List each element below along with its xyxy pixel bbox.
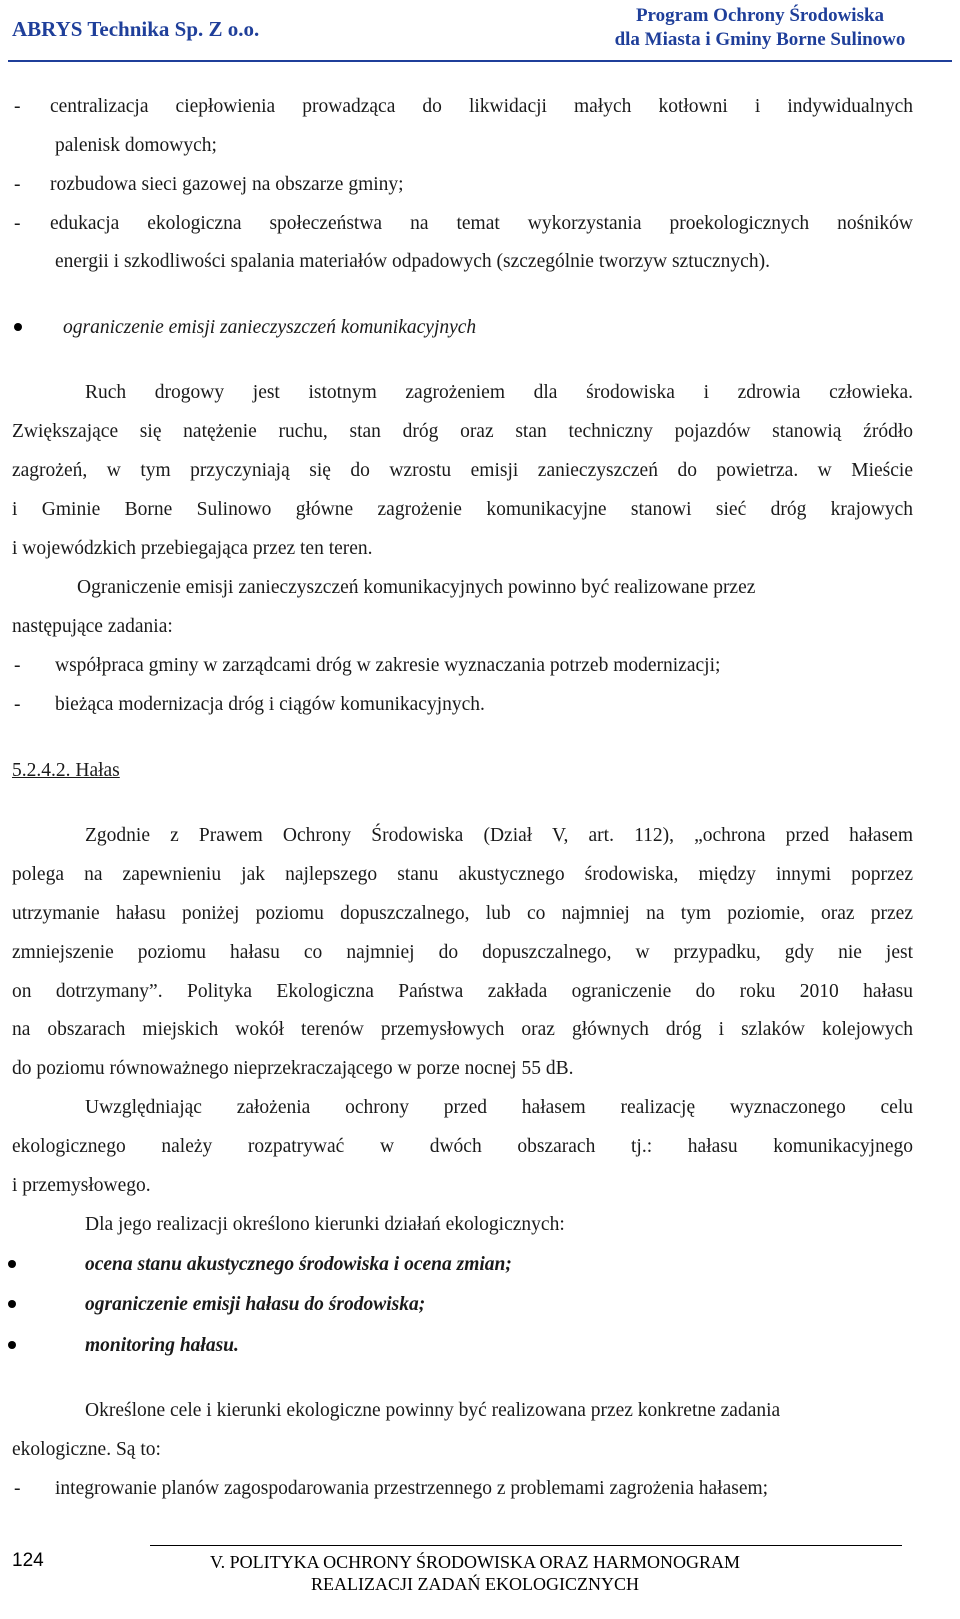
list2-item1: współpraca gminy w zarządcami dróg w zakresie wyznaczania potrzeb modernizacji; [55, 655, 721, 676]
subheading-emissions: ograniczenie emisji zanieczyszczeń komunikacyjnych [63, 317, 477, 338]
list3-item3: monitoring hałasu. [85, 1335, 239, 1356]
para1-line4: i Gminie Borne Sulinowo główne zagrożenie komunikacyjne stanowi sieć dróg krajowych [12, 499, 913, 520]
footer-rule [150, 1545, 902, 1546]
para4-line1: Uwzględniając założenia ochrony przed hałasem realizację wyznaczonego celu [85, 1097, 913, 1118]
page-number: 124 [12, 1550, 44, 1571]
dash-marker: - [14, 655, 21, 676]
dash-marker: - [14, 694, 21, 715]
footer-title-line1: V. POLITYKA OCHRONY ŚRODOWISKA ORAZ HARMONOGRAM [209, 1552, 741, 1572]
para1-line5: i wojewódzkich przebiegająca przez ten teren. [12, 538, 373, 559]
para3-line7: do poziomu równoważnego nieprzekraczającego w porze nocnej 55 dB. [12, 1058, 574, 1079]
para3-line3: utrzymanie hałasu poniżej poziomu dopuszczalnego, lub co najmniej na tym poziomie, oraz przez [12, 903, 913, 924]
para2-line2: następujące zadania: [12, 616, 173, 637]
dash-marker: - [14, 1478, 21, 1499]
para3-line2: polega na zapewnieniu jak najlepszego stanu akustycznego środowiska, między innymi poprzez [12, 864, 913, 885]
list1-item1-line1: centralizacja ciepłowienia prowadząca do likwidacji małych kotłowni i indywidualnych [50, 96, 913, 117]
list4-item1: integrowanie planów zagospodarowania przestrzennego z problemami zagrożenia hałasem; [55, 1478, 769, 1499]
para3-line5: on dotrzymany”. Polityka Ekologiczna Państwa zakłada ograniczenie do roku 2010 hałasu [12, 981, 913, 1002]
para3-line6: na obszarach miejskich wokół terenów przemysłowych oraz głównych dróg i szlaków kolejowych [12, 1019, 913, 1040]
para1-line1: Ruch drogowy jest istotnym zagrożeniem dla środowiska i zdrowia człowieka. [85, 382, 913, 403]
section-heading-noise: 5.2.4.2. Hałas [12, 760, 120, 781]
dash-marker: - [14, 174, 21, 195]
para5: Dla jego realizacji określono kierunki działań ekologicznych: [85, 1214, 565, 1235]
header-company: ABRYS Technika Sp. Z o.o. [12, 17, 260, 41]
footer-title-line2: REALIZACJI ZADAŃ EKOLOGICZNYCH [311, 1574, 639, 1594]
list1-item2: rozbudowa sieci gazowej na obszarze gminy; [50, 174, 404, 195]
header-program-line2: dla Miasta i Gminy Borne Sulinowo [614, 29, 906, 50]
bullet-dot [8, 1300, 16, 1308]
list1-item3-line2: energii i szkodliwości spalania materiałów odpadowych (szczególnie tworzyw sztucznych). [55, 251, 770, 272]
bullet-dot [8, 1341, 16, 1349]
header-rule [8, 60, 952, 62]
footer-chapter-title [155, 1551, 795, 1595]
dash-marker: - [14, 213, 21, 234]
para4-line3: i przemysłowego. [12, 1175, 151, 1196]
bullet-dot [8, 1260, 16, 1268]
para6-line1: Określone cele i kierunki ekologiczne powinny być realizowana przez konkretne zadania [85, 1400, 781, 1421]
list3-item2: ograniczenie emisji hałasu do środowiska; [85, 1294, 426, 1315]
list3-item1: ocena stanu akustycznego środowiska i ocena zmian; [85, 1254, 512, 1275]
para3-line1: Zgodnie z Prawem Ochrony Środowiska (Dział V, art. 112), „ochrona przed hałasem [85, 825, 913, 846]
para6-line2: ekologiczne. Są to: [12, 1439, 161, 1460]
para1-line3: zagrożeń, w tym przyczyniają się do wzrostu emisji zanieczyszczeń do powietrza. w Mieście [12, 460, 913, 481]
para4-line2: ekologicznego należy rozpatrywać w dwóch obszarach tj.: hałasu komunikacyjnego [12, 1136, 913, 1157]
header-program-line1: Program Ochrony Środowiska [635, 5, 885, 26]
header-program-title [580, 4, 940, 52]
para2-line1: Ograniczenie emisji zanieczyszczeń komunikacyjnych powinno być realizowane przez [77, 577, 756, 598]
bullet-dot [14, 323, 22, 331]
list1-item3-line1: edukacja ekologiczna społeczeństwa na temat wykorzystania proekologicznych nośników [50, 213, 913, 234]
para3-line4: zmniejszenie poziomu hałasu co najmniej do dopuszczalnego, w przypadku, gdy nie jest [12, 942, 913, 963]
para1-line2: Zwiększające się natężenie ruchu, stan dróg oraz stan techniczny pojazdów stanowią źródło [12, 421, 913, 442]
list2-item2: bieżąca modernizacja dróg i ciągów komunikacyjnych. [55, 694, 485, 715]
list1-item1-line2: palenisk domowych; [55, 135, 217, 156]
dash-marker: - [14, 96, 21, 117]
